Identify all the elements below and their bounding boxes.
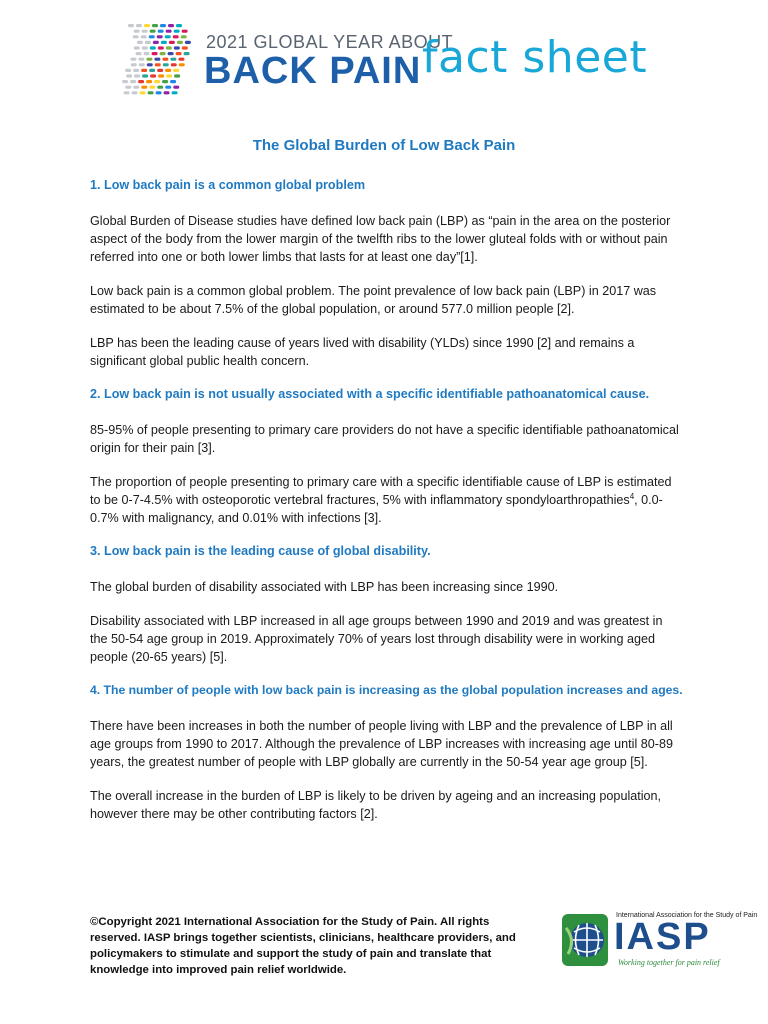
spine-dash	[176, 24, 182, 27]
spine-dash	[174, 46, 180, 49]
spine-dash	[131, 63, 137, 66]
banner-back-pain-text: BACK PAIN	[204, 50, 422, 92]
spine-dash	[125, 86, 131, 89]
spine-dash	[170, 80, 176, 83]
spine-dash	[164, 91, 170, 94]
spine-dash	[124, 91, 130, 94]
section-4-paragraph: The overall increase in the burden of LBP is likely to be driven by ageing and an increasing population, however there may be other contributing factors [2].	[90, 789, 662, 821]
section-4-heading: 4. The number of people with low back pain is increasing as the global population increases and ages.	[90, 683, 683, 697]
spine-dash	[154, 58, 160, 61]
spine-dash	[149, 35, 155, 38]
spine-dash	[168, 52, 174, 55]
spine-dash	[148, 91, 154, 94]
spine-dash	[181, 35, 187, 38]
spine-dash	[140, 91, 146, 94]
spine-graphic-icon	[110, 20, 200, 98]
spine-dash	[165, 35, 171, 38]
spine-dash	[141, 69, 147, 72]
section-3-paragraph: Disability associated with LBP increased in all age groups between 1990 and 2019 and was greatest in the 50-54 age group in 2019. Approximately 70% of years lost through disability were in working aged people (20-65 years) [5].	[90, 614, 663, 664]
spine-dash	[184, 52, 190, 55]
spine-dash	[158, 46, 164, 49]
spine-dash	[132, 91, 138, 94]
section-4-paragraph: There have been increases in both the number of people living with LBP and the prevalence of LBP in all age groups from 1990 to 2017. Although the prevalence of LBP increases with increasing age until 80-89 years, the greatest number of people with LBP globally are currently in the 50-54 year age group [5].	[90, 719, 673, 769]
spine-dash	[162, 58, 168, 61]
spine-dash	[161, 41, 167, 44]
spine-dash	[173, 35, 179, 38]
section-1-paragraph: Global Burden of Disease studies have defined low back pain (LBP) as “pain in the area on the posterior aspect of the body from the lower margin of the twelfth ribs to the lower gluteal folds with or without pain referred into one or both lower limbs that lasts for at least one day”[1].	[90, 214, 671, 264]
spine-dash	[137, 41, 143, 44]
text-run: The proportion of people presenting to primary care with a specific identifiable cause of LBP is estimated to be 0-7-4.5% with osteoporotic vertebral fractures, 5% with inflammatory spondyloarthropathies	[90, 475, 672, 507]
spine-dash	[157, 69, 163, 72]
spine-dash	[130, 80, 136, 83]
spine-dash	[134, 30, 140, 33]
spine-dash	[156, 91, 162, 94]
spine-dash	[160, 24, 166, 27]
spine-dash	[133, 86, 139, 89]
spine-dash	[133, 35, 139, 38]
spine-dash	[172, 91, 178, 94]
spine-dash	[173, 86, 179, 89]
spine-dash	[160, 52, 166, 55]
spine-dash	[134, 46, 140, 49]
section-1-heading: 1. Low back pain is a common global problem	[90, 178, 366, 192]
spine-dash	[174, 30, 180, 33]
spine-dash	[136, 52, 142, 55]
spine-dash	[185, 41, 191, 44]
spine-dash	[149, 86, 155, 89]
spine-dash	[150, 74, 156, 77]
section-2-heading: 2. Low back pain is not usually associated with a specific identifiable pathoanatomical cause.	[90, 387, 650, 401]
banner-fact-sheet-text: fact sheet	[422, 32, 648, 83]
spine-dash	[122, 80, 128, 83]
spine-dash	[142, 46, 148, 49]
spine-dash	[163, 63, 169, 66]
spine-dash	[182, 46, 188, 49]
spine-dash	[125, 69, 131, 72]
spine-dash	[170, 58, 176, 61]
spine-dash	[168, 24, 174, 27]
spine-dash	[146, 80, 152, 83]
iasp-tagline: Working together for pain relief	[618, 958, 720, 967]
spine-dash	[176, 52, 182, 55]
spine-dash	[153, 41, 159, 44]
spine-dash	[136, 24, 142, 27]
spine-dash	[149, 69, 155, 72]
spine-dash	[169, 41, 175, 44]
page-title: The Global Burden of Low Back Pain	[252, 137, 516, 154]
section-3-paragraph: The global burden of disability associated with LBP has been increasing since 1990.	[90, 580, 559, 594]
spine-dash	[165, 69, 171, 72]
spine-dash	[130, 58, 136, 61]
spine-dash	[141, 86, 147, 89]
spine-dash	[155, 63, 161, 66]
copyright-footer: ©Copyright 2021 International Association for the Study of Pain. All rights reserved. IASP brings together scientists, clinicians, healthcare providers, and policymakers to stimulate and support the study of pain and translate that knowledge into improved pain relief worldwide.	[90, 916, 516, 976]
section-1-paragraph: LBP has been the leading cause of years lived with disability (YLDs) since 1990 [2] and remains a significant global public health concern.	[90, 336, 635, 368]
iasp-logo	[562, 912, 758, 972]
spine-dash	[166, 30, 172, 33]
spine-dash	[139, 63, 145, 66]
spine-dash	[146, 58, 152, 61]
spine-dash	[142, 30, 148, 33]
spine-dash	[158, 74, 164, 77]
spine-dash	[138, 80, 144, 83]
spine-dash	[162, 80, 168, 83]
spine-dash	[177, 41, 183, 44]
spine-dash	[152, 24, 158, 27]
spine-dash	[147, 63, 153, 66]
spine-dash	[178, 58, 184, 61]
spine-dash	[154, 80, 160, 83]
section-2-paragraph: 85-95% of people presenting to primary care providers do not have a specific identifiable pathoanatomical origin for their pain [3].	[90, 423, 679, 455]
spine-dash	[157, 86, 163, 89]
spine-dash	[138, 58, 144, 61]
spine-dash	[144, 52, 150, 55]
spine-dash	[173, 69, 179, 72]
spine-dash	[128, 24, 134, 27]
spine-dash	[150, 46, 156, 49]
fact-sheet-banner	[110, 20, 680, 98]
spine-dash	[179, 63, 185, 66]
text-run: , 0.0-0.7% with malignancy, and 0.01% with infections [3].	[90, 493, 663, 525]
spine-dash	[134, 74, 140, 77]
iasp-full-name: International Association for the Study of Pain	[616, 912, 758, 919]
iasp-wordmark: IASP	[614, 916, 711, 958]
spine-dash	[174, 74, 180, 77]
superscript-ref: 4	[629, 491, 635, 501]
section-3-heading: 3. Low back pain is the leading cause of global disability.	[90, 544, 431, 558]
banner-year-text: 2021 GLOBAL YEAR ABOUT	[206, 32, 454, 52]
spine-dash	[145, 41, 151, 44]
spine-dash	[165, 86, 171, 89]
spine-dash	[141, 35, 147, 38]
spine-dash	[157, 35, 163, 38]
spine-dash	[166, 74, 172, 77]
globe-icon	[562, 914, 608, 966]
spine-dash	[133, 69, 139, 72]
spine-dash	[182, 30, 188, 33]
section-1-paragraph: Low back pain is a common global problem. The point prevalence of low back pain (LBP) in 2017 was estimated to be about 7.5% of the global population, or around 577.0 million people [2].	[90, 284, 657, 316]
spine-dash	[142, 74, 148, 77]
spine-dash	[144, 24, 150, 27]
spine-dash	[152, 52, 158, 55]
spine-dash	[166, 46, 172, 49]
spine-dash	[171, 63, 177, 66]
spine-dash	[150, 30, 156, 33]
main-content	[90, 177, 683, 839]
spine-dash	[158, 30, 164, 33]
section-2-paragraph-proportions	[90, 473, 680, 527]
spine-dash	[126, 74, 132, 77]
